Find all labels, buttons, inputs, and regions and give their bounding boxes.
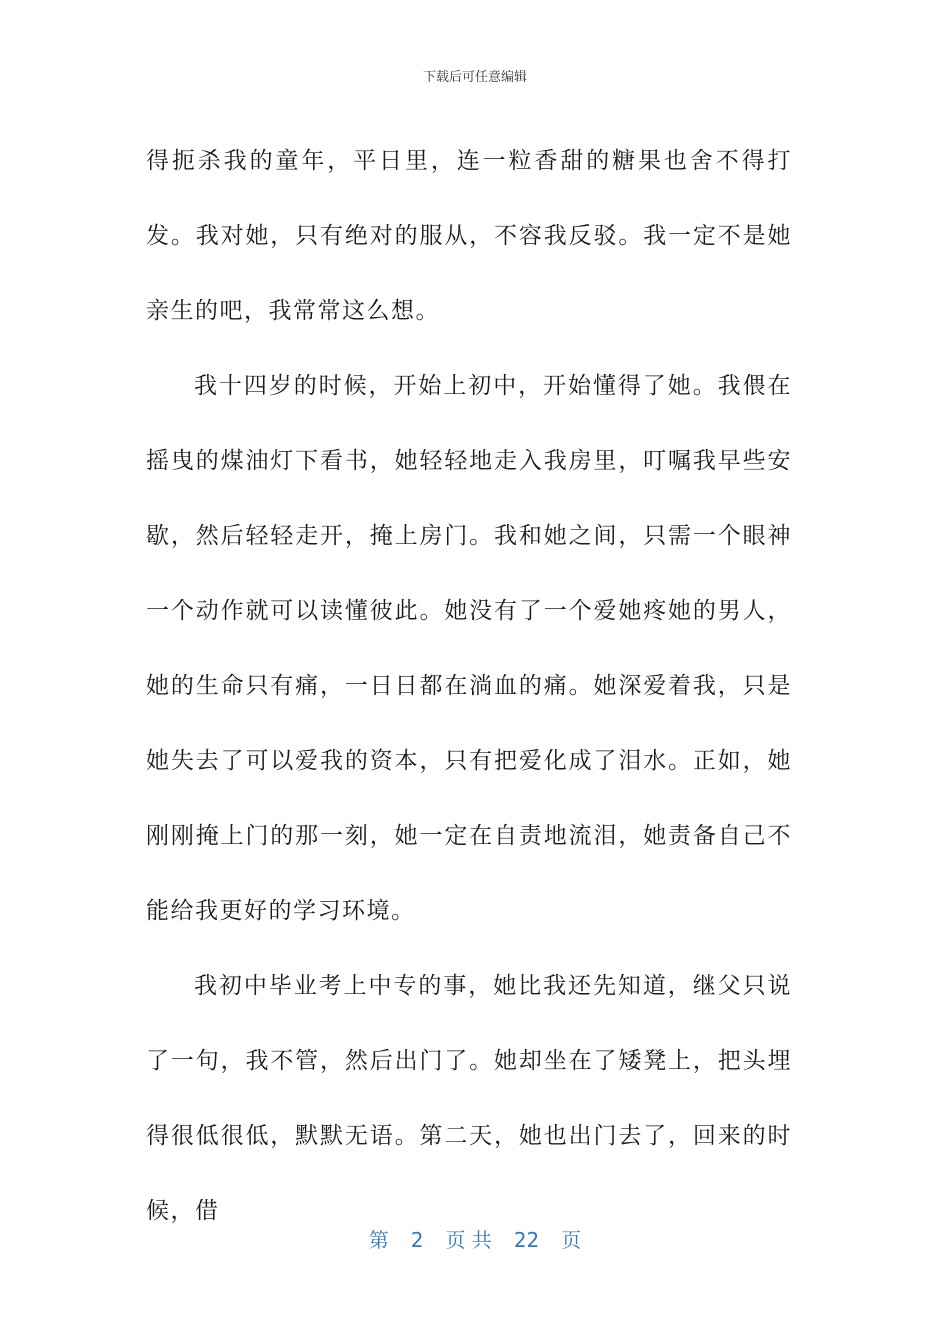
paragraph-3: 我初中毕业考上中专的事，她比我还先知道，继父只说了一句，我不管，然后出门了。她却坐在了矮凳上，把头埋得很低很低，默默无语。第二天，她也出门去了，回来的时候，借 bbox=[146, 973, 792, 1224]
footer-total-pages: 22 bbox=[513, 1228, 540, 1252]
page-footer bbox=[0, 1224, 950, 1253]
document-body bbox=[146, 124, 792, 1249]
footer-prefix: 第 bbox=[368, 1228, 389, 1252]
paragraph-1: 得扼杀我的童年，平日里，连一粒香甜的糖果也舍不得打发。我对她，只有绝对的服从，不容我反驳。我一定不是她亲生的吧，我常常这么想。 bbox=[146, 148, 792, 324]
footer-middle: 页 共 bbox=[445, 1228, 492, 1252]
page-header: 下载后可任意编辑 bbox=[422, 70, 527, 85]
footer-current-page: 2 bbox=[410, 1228, 424, 1252]
footer-suffix: 页 bbox=[561, 1228, 582, 1252]
paragraph-2: 我十四岁的时候，开始上初中，开始懂得了她。我偎在摇曳的煤油灯下看书，她轻轻地走入我房里，叮嘱我早些安歇，然后轻轻走开，掩上房门。我和她之间，只需一个眼神一个动作就可以读懂彼此。她没有了一个爱她疼她的男人，她的生命只有痛，一日日都在淌血的痛。她深爱着我，只是她失去了可以爱我的资本，只有把爱化成了泪水。正如，她刚刚掩上门的那一刻，她一定在自责地流泪，她责备自己不能给我更好的学习环境。 bbox=[146, 373, 792, 924]
